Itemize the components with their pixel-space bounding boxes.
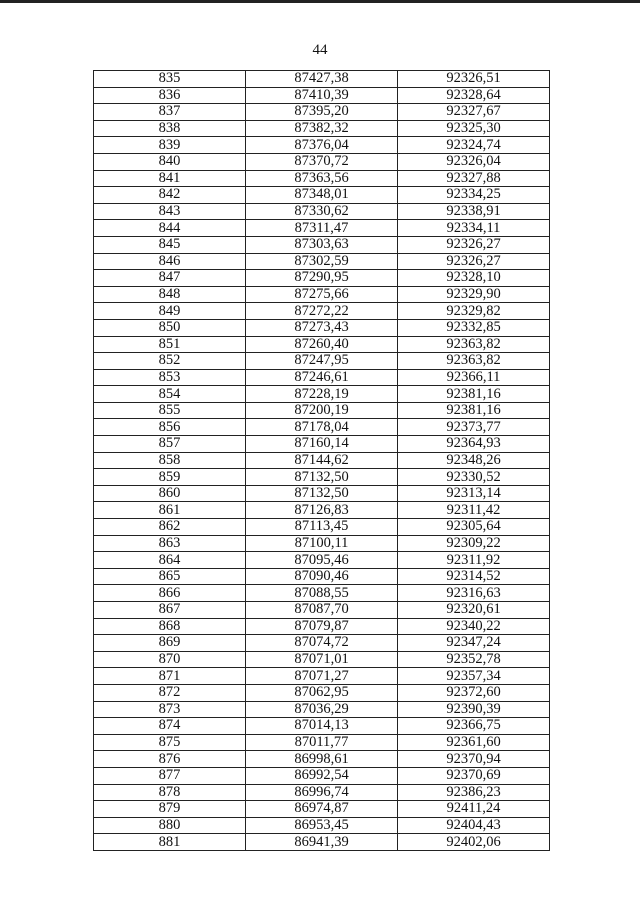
x-coordinate-cell: 87376,04	[246, 137, 398, 154]
x-coordinate-cell: 87113,45	[246, 519, 398, 536]
y-coordinate-cell: 92309,22	[398, 535, 550, 552]
point-number-cell: 852	[94, 353, 246, 370]
x-coordinate-cell: 87370,72	[246, 153, 398, 170]
table-row	[94, 701, 550, 718]
y-coordinate-cell: 92320,61	[398, 602, 550, 619]
table-row	[94, 386, 550, 403]
table-row	[94, 336, 550, 353]
y-coordinate-cell: 92370,69	[398, 767, 550, 784]
x-coordinate-cell: 87087,70	[246, 602, 398, 619]
point-number-cell: 875	[94, 734, 246, 751]
table-row	[94, 452, 550, 469]
y-coordinate-cell: 92363,82	[398, 336, 550, 353]
point-number-cell: 879	[94, 801, 246, 818]
table-row	[94, 353, 550, 370]
point-number-cell: 861	[94, 502, 246, 519]
point-number-cell: 871	[94, 668, 246, 685]
x-coordinate-cell: 87132,50	[246, 469, 398, 486]
y-coordinate-cell: 92314,52	[398, 568, 550, 585]
table-row	[94, 651, 550, 668]
y-coordinate-cell: 92381,16	[398, 402, 550, 419]
x-coordinate-cell: 86992,54	[246, 767, 398, 784]
table-row	[94, 436, 550, 453]
point-number-cell: 837	[94, 104, 246, 121]
point-number-cell: 872	[94, 684, 246, 701]
table-row	[94, 684, 550, 701]
y-coordinate-cell: 92390,39	[398, 701, 550, 718]
y-coordinate-cell: 92370,94	[398, 751, 550, 768]
y-coordinate-cell: 92363,82	[398, 353, 550, 370]
table-row	[94, 170, 550, 187]
table-row	[94, 270, 550, 287]
y-coordinate-cell: 92327,88	[398, 170, 550, 187]
table-row	[94, 469, 550, 486]
point-number-cell: 855	[94, 402, 246, 419]
point-number-cell: 851	[94, 336, 246, 353]
x-coordinate-cell: 87290,95	[246, 270, 398, 287]
table-row	[94, 253, 550, 270]
table-row	[94, 635, 550, 652]
table-row	[94, 734, 550, 751]
page-number: 44	[312, 42, 328, 58]
point-number-cell: 862	[94, 519, 246, 536]
x-coordinate-cell: 87062,95	[246, 684, 398, 701]
x-coordinate-cell: 87132,50	[246, 485, 398, 502]
point-number-cell: 860	[94, 485, 246, 502]
x-coordinate-cell: 87088,55	[246, 585, 398, 602]
point-number-cell: 867	[94, 602, 246, 619]
point-number-cell: 854	[94, 386, 246, 403]
point-number-cell: 839	[94, 137, 246, 154]
point-number-cell: 849	[94, 303, 246, 320]
table-row	[94, 502, 550, 519]
point-number-cell: 844	[94, 220, 246, 237]
y-coordinate-cell: 92404,43	[398, 817, 550, 834]
table-row	[94, 485, 550, 502]
table-row	[94, 602, 550, 619]
table-row	[94, 801, 550, 818]
coordinates-table	[93, 70, 550, 851]
x-coordinate-cell: 87144,62	[246, 452, 398, 469]
x-coordinate-cell: 87246,61	[246, 369, 398, 386]
top-border-line	[0, 0, 640, 3]
x-coordinate-cell: 86941,39	[246, 834, 398, 851]
point-number-cell: 841	[94, 170, 246, 187]
point-number-cell: 857	[94, 436, 246, 453]
x-coordinate-cell: 87100,11	[246, 535, 398, 552]
table-row	[94, 585, 550, 602]
x-coordinate-cell: 87395,20	[246, 104, 398, 121]
x-coordinate-cell: 86974,87	[246, 801, 398, 818]
y-coordinate-cell: 92364,93	[398, 436, 550, 453]
x-coordinate-cell: 87095,46	[246, 552, 398, 569]
x-coordinate-cell: 87275,66	[246, 286, 398, 303]
x-coordinate-cell: 87036,29	[246, 701, 398, 718]
x-coordinate-cell: 87363,56	[246, 170, 398, 187]
table-row	[94, 137, 550, 154]
table-row	[94, 552, 550, 569]
table-row	[94, 568, 550, 585]
x-coordinate-cell: 86953,45	[246, 817, 398, 834]
table-row	[94, 236, 550, 253]
x-coordinate-cell: 87074,72	[246, 635, 398, 652]
y-coordinate-cell: 92311,42	[398, 502, 550, 519]
x-coordinate-cell: 87303,63	[246, 236, 398, 253]
table-row	[94, 286, 550, 303]
y-coordinate-cell: 92372,60	[398, 684, 550, 701]
point-number-cell: 840	[94, 153, 246, 170]
y-coordinate-cell: 92328,64	[398, 87, 550, 104]
y-coordinate-cell: 92332,85	[398, 319, 550, 336]
point-number-cell: 853	[94, 369, 246, 386]
x-coordinate-cell: 87228,19	[246, 386, 398, 403]
point-number-cell: 850	[94, 319, 246, 336]
x-coordinate-cell: 87160,14	[246, 436, 398, 453]
point-number-cell: 866	[94, 585, 246, 602]
point-number-cell: 863	[94, 535, 246, 552]
x-coordinate-cell: 87090,46	[246, 568, 398, 585]
y-coordinate-cell: 92361,60	[398, 734, 550, 751]
table-row	[94, 668, 550, 685]
y-coordinate-cell: 92352,78	[398, 651, 550, 668]
y-coordinate-cell: 92340,22	[398, 618, 550, 635]
y-coordinate-cell: 92305,64	[398, 519, 550, 536]
point-number-cell: 846	[94, 253, 246, 270]
table-row	[94, 535, 550, 552]
point-number-cell: 873	[94, 701, 246, 718]
table-row	[94, 369, 550, 386]
table-row	[94, 104, 550, 121]
point-number-cell: 838	[94, 120, 246, 137]
y-coordinate-cell: 92316,63	[398, 585, 550, 602]
y-coordinate-cell: 92334,11	[398, 220, 550, 237]
table-row	[94, 817, 550, 834]
point-number-cell: 881	[94, 834, 246, 851]
x-coordinate-cell: 87427,38	[246, 71, 398, 88]
y-coordinate-cell: 92373,77	[398, 419, 550, 436]
x-coordinate-cell: 87247,95	[246, 353, 398, 370]
x-coordinate-cell: 87382,32	[246, 120, 398, 137]
table-row	[94, 303, 550, 320]
point-number-cell: 878	[94, 784, 246, 801]
point-number-cell: 869	[94, 635, 246, 652]
table-row	[94, 784, 550, 801]
table-row	[94, 319, 550, 336]
y-coordinate-cell: 92324,74	[398, 137, 550, 154]
point-number-cell: 835	[94, 71, 246, 88]
table-row	[94, 519, 550, 536]
coordinates-table-body	[94, 71, 550, 851]
point-number-cell: 836	[94, 87, 246, 104]
y-coordinate-cell: 92326,27	[398, 236, 550, 253]
table-row	[94, 187, 550, 204]
x-coordinate-cell: 87273,43	[246, 319, 398, 336]
point-number-cell: 847	[94, 270, 246, 287]
point-number-cell: 880	[94, 817, 246, 834]
point-number-cell: 864	[94, 552, 246, 569]
table-row	[94, 203, 550, 220]
y-coordinate-cell: 92381,16	[398, 386, 550, 403]
y-coordinate-cell: 92327,67	[398, 104, 550, 121]
x-coordinate-cell: 87330,62	[246, 203, 398, 220]
y-coordinate-cell: 92325,30	[398, 120, 550, 137]
y-coordinate-cell: 92330,52	[398, 469, 550, 486]
x-coordinate-cell: 87071,27	[246, 668, 398, 685]
x-coordinate-cell: 87260,40	[246, 336, 398, 353]
point-number-cell: 859	[94, 469, 246, 486]
point-number-cell: 845	[94, 236, 246, 253]
table-row	[94, 153, 550, 170]
table-row	[94, 834, 550, 851]
x-coordinate-cell: 87126,83	[246, 502, 398, 519]
y-coordinate-cell: 92366,75	[398, 718, 550, 735]
x-coordinate-cell: 87071,01	[246, 651, 398, 668]
table-row	[94, 71, 550, 88]
y-coordinate-cell: 92326,51	[398, 71, 550, 88]
x-coordinate-cell: 87348,01	[246, 187, 398, 204]
y-coordinate-cell: 92326,27	[398, 253, 550, 270]
point-number-cell: 848	[94, 286, 246, 303]
table-row	[94, 767, 550, 784]
x-coordinate-cell: 86996,74	[246, 784, 398, 801]
x-coordinate-cell: 87079,87	[246, 618, 398, 635]
x-coordinate-cell: 87302,59	[246, 253, 398, 270]
point-number-cell: 876	[94, 751, 246, 768]
point-number-cell: 865	[94, 568, 246, 585]
point-number-cell: 858	[94, 452, 246, 469]
y-coordinate-cell: 92328,10	[398, 270, 550, 287]
x-coordinate-cell: 87178,04	[246, 419, 398, 436]
y-coordinate-cell: 92326,04	[398, 153, 550, 170]
x-coordinate-cell: 87014,13	[246, 718, 398, 735]
y-coordinate-cell: 92311,92	[398, 552, 550, 569]
table-row	[94, 402, 550, 419]
y-coordinate-cell: 92329,82	[398, 303, 550, 320]
point-number-cell: 868	[94, 618, 246, 635]
point-number-cell: 843	[94, 203, 246, 220]
table-row	[94, 618, 550, 635]
table-row	[94, 87, 550, 104]
y-coordinate-cell: 92402,06	[398, 834, 550, 851]
x-coordinate-cell: 86998,61	[246, 751, 398, 768]
y-coordinate-cell: 92348,26	[398, 452, 550, 469]
y-coordinate-cell: 92329,90	[398, 286, 550, 303]
x-coordinate-cell: 87272,22	[246, 303, 398, 320]
table-row	[94, 220, 550, 237]
point-number-cell: 856	[94, 419, 246, 436]
y-coordinate-cell: 92313,14	[398, 485, 550, 502]
y-coordinate-cell: 92334,25	[398, 187, 550, 204]
table-row	[94, 120, 550, 137]
point-number-cell: 870	[94, 651, 246, 668]
table-row	[94, 751, 550, 768]
y-coordinate-cell: 92357,34	[398, 668, 550, 685]
y-coordinate-cell: 92411,24	[398, 801, 550, 818]
point-number-cell: 842	[94, 187, 246, 204]
point-number-cell: 877	[94, 767, 246, 784]
x-coordinate-cell: 87311,47	[246, 220, 398, 237]
x-coordinate-cell: 87200,19	[246, 402, 398, 419]
y-coordinate-cell: 92366,11	[398, 369, 550, 386]
y-coordinate-cell: 92347,24	[398, 635, 550, 652]
table-row	[94, 718, 550, 735]
x-coordinate-cell: 87011,77	[246, 734, 398, 751]
table-row	[94, 419, 550, 436]
x-coordinate-cell: 87410,39	[246, 87, 398, 104]
y-coordinate-cell: 92338,91	[398, 203, 550, 220]
y-coordinate-cell: 92386,23	[398, 784, 550, 801]
point-number-cell: 874	[94, 718, 246, 735]
